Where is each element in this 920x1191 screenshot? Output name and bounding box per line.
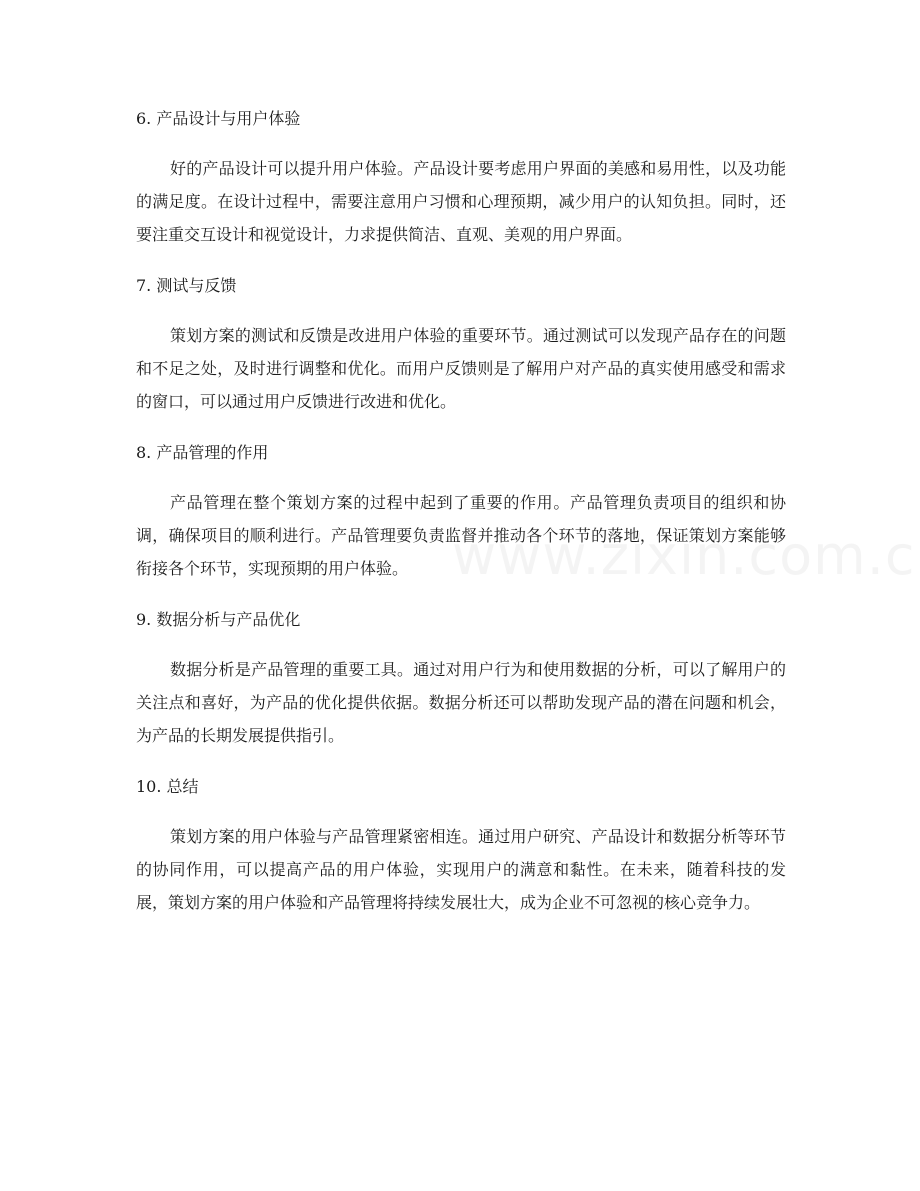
section-heading: 6. 产品设计与用户体验	[136, 109, 301, 128]
section-8	[136, 438, 786, 585]
section-10	[136, 772, 786, 919]
document-content	[136, 104, 786, 939]
section-paragraph: 好的产品设计可以提升用户体验。产品设计要考虑用户界面的美感和易用性，以及功能的满足度。在设计过程中，需要注意用户习惯和心理预期，减少用户的认知负担。同时，还要注重交互设计和视觉设计，力求提供简洁、直观、美观的用户界面。	[136, 159, 786, 244]
section-paragraph: 产品管理在整个策划方案的过程中起到了重要的作用。产品管理负责项目的组织和协调，确保项目的顺利进行。产品管理要负责监督并推动各个环节的落地，保证策划方案能够衔接各个环节，实现预期的用户体验。	[136, 493, 786, 578]
section-6	[136, 104, 786, 251]
section-heading: 9. 数据分析与产品优化	[136, 610, 301, 629]
section-paragraph: 数据分析是产品管理的重要工具。通过对用户行为和使用数据的分析，可以了解用户的关注点和喜好，为产品的优化提供依据。数据分析还可以帮助发现产品的潜在问题和机会，为产品的长期发展提供指引。	[136, 660, 786, 745]
section-paragraph: 策划方案的测试和反馈是改进用户体验的重要环节。通过测试可以发现产品存在的问题和不足之处，及时进行调整和优化。而用户反馈则是了解用户对产品的真实使用感受和需求的窗口，可以通过用户反馈进行改进和优化。	[136, 326, 786, 411]
section-heading: 7. 测试与反馈	[136, 276, 237, 295]
section-9	[136, 605, 786, 752]
section-heading: 10. 总结	[136, 777, 199, 796]
section-7	[136, 271, 786, 418]
section-heading: 8. 产品管理的作用	[136, 443, 269, 462]
section-paragraph: 策划方案的用户体验与产品管理紧密相连。通过用户研究、产品设计和数据分析等环节的协同作用，可以提高产品的用户体验，实现用户的满意和黏性。在未来，随着科技的发展，策划方案的用户体验和产品管理将持续发展壮大，成为企业不可忽视的核心竞争力。	[136, 827, 786, 912]
